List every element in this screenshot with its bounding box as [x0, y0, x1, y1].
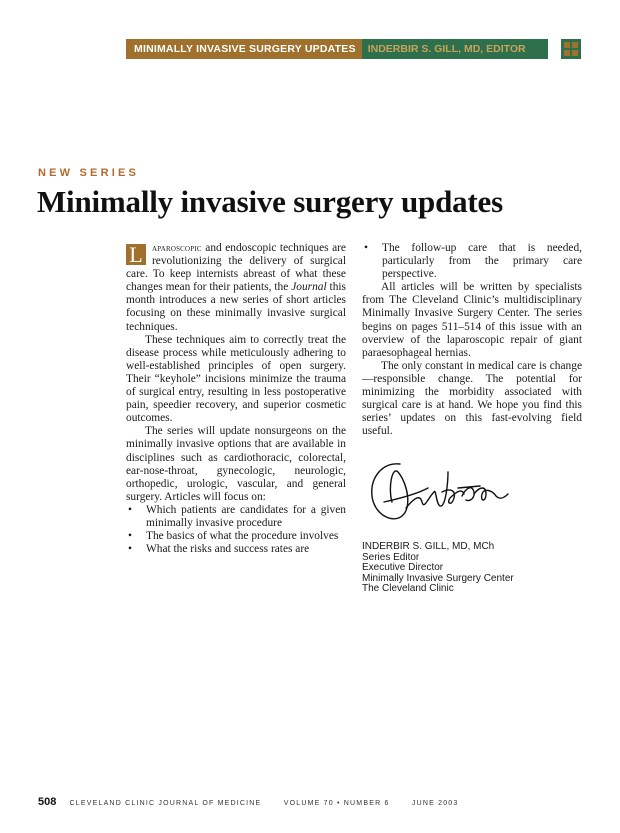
paragraph-series: The series will update nonsurgeons on the minimally invasive options that are available in disciplines such as cardiothoracic, colorectal, ear-nose-throat, gynecologic, neurologic, orthopedic, urologic, vascular, and general surgery. Articles will focus on: [126, 425, 346, 503]
volume-issue: VOLUME 70 • NUMBER 6 [283, 800, 390, 807]
text-column-right [362, 242, 582, 595]
banner-series-title: MINIMALLY INVASIVE SURGERY UPDATES [126, 39, 362, 59]
paragraph-techniques: These techniques aim to correctly treat the disease process while meticulously adhering to well-established principles of open surgery. Their “keyhole” incisions minimize the trauma of surgical entry, resulting in less postoperative pain, speedier recovery, and superior cosmetic outcomes. [126, 333, 346, 425]
intro-text-end: this month introduces a new series of short articles focusing on these minimally invasive surgical techniques. [126, 281, 346, 333]
section-kicker: NEW SERIES [38, 167, 140, 179]
signatory-name: INDERBIR S. GILL, MD, MCh [362, 541, 495, 553]
signatory-department: Minimally Invasive Surgery Center [362, 572, 514, 584]
handwritten-signature-icon [362, 458, 512, 528]
lead-in-smallcaps: aparoscopic [152, 243, 202, 254]
page-number: 508 [38, 796, 57, 808]
paragraph-closing: The only constant in medical care is change—responsible change. The potential for minimizing the morbidity associated with surgical care is at hand. We hope you find this series’ updates on this fast-evolving field useful. [362, 359, 582, 438]
list-item: • The basics of what the procedure involves [126, 530, 346, 543]
intro-text: and endoscopic techniques are revolutionizing the delivery of surgical care. To keep internists abreast of what these changes mean for their patients, the [126, 242, 346, 294]
list-item: • The follow-up care that is needed, particularly from the primary care perspective. [362, 242, 582, 281]
issue-date: JUNE 2003 [411, 800, 459, 807]
text-column-left [126, 242, 346, 556]
journal-italic: Journal [291, 281, 327, 294]
signature-block [362, 542, 582, 595]
focus-list [126, 504, 346, 556]
article-headline: Minimally invasive surgery updates [37, 184, 503, 219]
paragraph-intro [126, 242, 346, 334]
journal-name: CLEVELAND CLINIC JOURNAL OF MEDICINE [69, 800, 262, 807]
signatory-organization: The Cleveland Clinic [362, 583, 454, 595]
series-banner [126, 39, 548, 59]
paragraph-authors: All articles will be written by specialists from The Cleveland Clinic’s multidisciplinary Minimally Invasive Surgery Center. The series begins on pages 511–514 of this issue with an overview of the laparoscopic repair of giant paraesophageal hernias. [362, 281, 582, 359]
list-item: • What the risks and success rates are [126, 543, 346, 556]
signatory-title: Series Editor [362, 551, 420, 563]
signatory-title: Executive Director [362, 562, 444, 574]
drop-cap: L [126, 244, 146, 265]
banner-editor: INDERBIR S. GILL, MD, EDITOR [362, 39, 548, 59]
page-footer [38, 796, 458, 808]
list-item: • Which patients are candidates for a given minimally invasive procedure [126, 504, 346, 530]
focus-list-continued [362, 242, 582, 281]
clinic-cross-logo-icon [561, 39, 581, 59]
